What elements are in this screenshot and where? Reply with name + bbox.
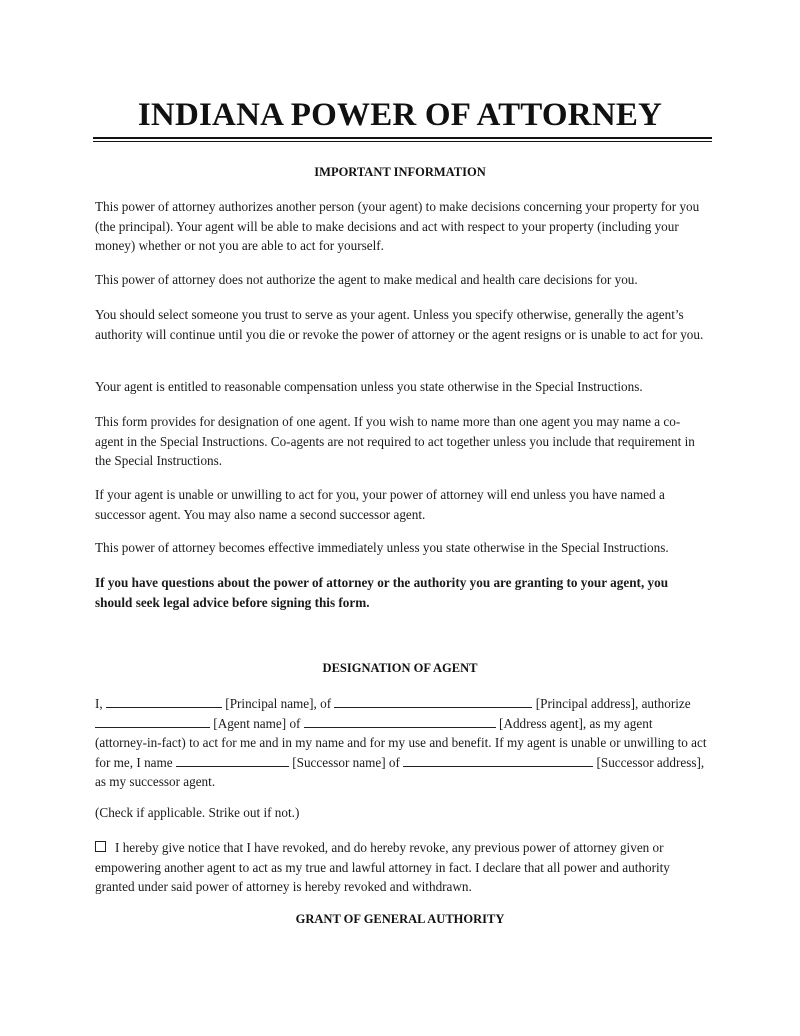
designation-paragraph [95,694,707,792]
revocation-text: I hereby give notice that I have revoked, and do hereby revoke, any previous power of attorney given or empowering another agent to act as my true and lawful attorney in fact. I declare that all power and authority granted under said power of attorney is hereby revoked and withdrawn. [95,840,670,894]
paragraph-compensation: Your agent is entitled to reasonable compensation unless you state otherwise in the Special Instructions. [95,379,643,394]
revoke-checkbox[interactable] [95,841,106,852]
label-successor-name: [Successor name] of [292,754,400,770]
principal-name-field[interactable] [106,695,222,708]
principal-address-field[interactable] [334,695,532,708]
label-principal-name: [Principal name], of [225,696,332,711]
agent-address-field[interactable] [304,715,496,728]
check-note: (Check if applicable. Strike out if not.) [95,805,300,820]
document-title: INDIANA POWER OF ATTORNEY [137,97,663,133]
agent-name-field[interactable] [95,715,210,728]
paragraph-effective: This power of attorney becomes effective immediately unless you state otherwise in the Special Instructions. [95,540,669,555]
heading-important-information: IMPORTANT INFORMATION [314,165,486,179]
title-rule-thin [93,141,712,142]
paragraph-authorization: This power of attorney authorizes another person (your agent) to make decisions concerning your property for you (the principal). Your agent will be able to make decisions and act with respect to your property (including your money) whether or not you are able to act for yourself. [95,199,700,253]
label-principal-address: [Principal address], authorize [535,696,691,711]
paragraph-legal-advice: If you have questions about the power of attorney or the authority you are granting to your agent, you should seek legal advice before signing this form. [95,575,669,610]
paragraph-no-medical: This power of attorney does not authorize the agent to make medical and health care decisions for you. [95,272,638,287]
title-rule-thick [93,137,712,139]
label-address-agent: [Address agent], as my agent (attorney-in-fact) to act for me and in my name and for my use and benefit. If my agent is unable or unwilling to act for me, I name [95,715,707,770]
heading-designation-of-agent: DESIGNATION OF AGENT [322,661,478,675]
revocation-paragraph [95,838,707,897]
paragraph-successor: If your agent is unable or unwilling to act for you, your power of attorney will end unless you have named a successor agent. You may also name a second successor agent. [95,487,665,522]
paragraph-select-agent: You should select someone you trust to serve as your agent. Unless you specify otherwise, generally the agent’s authority will continue until you die or revoke the power of attorney or the agent resigns or is unable to act for you. [95,307,704,342]
label-agent-name: [Agent name] of [213,715,301,731]
label-successor-address: [Successor address], as my successor agent. [95,754,705,789]
successor-address-field[interactable] [403,754,593,767]
paragraph-co-agent: This form provides for designation of one agent. If you wish to name more than one agent you may name a co-agent in the Special Instructions. Co-agents are not required to act together unless you include that requirement in the Special Instructions. [95,414,695,468]
heading-grant-of-general-authority: GRANT OF GENERAL AUTHORITY [295,912,505,926]
successor-name-field[interactable] [176,754,289,767]
text-i: I, [95,696,103,711]
